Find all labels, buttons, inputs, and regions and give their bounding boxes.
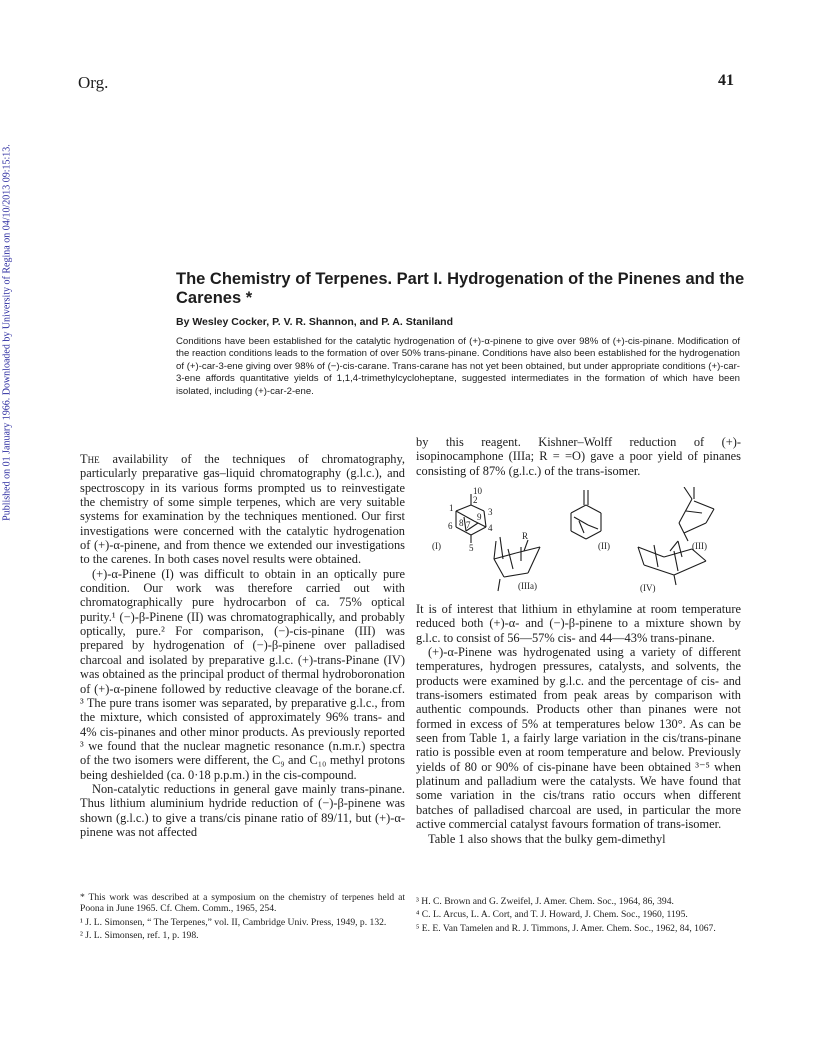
atom-label: 3 bbox=[488, 507, 493, 517]
atom-label: 2 bbox=[473, 495, 478, 505]
footnote: ² J. L. Simonsen, ref. 1, p. 198. bbox=[80, 929, 199, 941]
footnote: ⁴ C. L. Arcus, L. A. Cort, and T. J. Howard, J. Chem. Soc., 1960, 1195. bbox=[416, 909, 688, 921]
atom-label: 1 bbox=[449, 503, 454, 513]
article-abstract: Conditions have been established for the catalytic hydrogenation of (+)-α-pinene to give over 98% of (+)-cis-pinane. Modification of the reaction conditions leads to the formation of over 50% trans-pinane. Conditions have also been established for the hydrogenation of (+)-car-3-ene giving over 98% of (−)-cis-carane. Trans-carane has not yet been obtained, but under appropriate conditions (+)-car-3-ene affords quantitative yields of 1,1,4-trimethylcycloheptane, suggested intermediates in the formation of which have been isolated, including (+)-car-2-ene. bbox=[176, 336, 740, 397]
intro-paragraph bbox=[80, 452, 405, 567]
atom-label: 5 bbox=[469, 543, 474, 553]
article-title: The Chemistry of Terpenes. Part I. Hydrogenation of the Pinenes and the Carenes * bbox=[176, 270, 745, 307]
page-number: 41 bbox=[718, 72, 734, 89]
figure-label-iv: (IV) bbox=[640, 583, 656, 593]
atom-label: 10 bbox=[473, 487, 482, 496]
figure-label-ii: (II) bbox=[598, 541, 610, 551]
intro-paragraph-text: availability of the techniques of chromatography, particularly preparative gas–liquid chromatography (g.l.c.), and spectroscopy in its various forms prompted us to reinvestigate the chemistry of some simple terpenes, which are very suitable systems for examination by the techniques mentioned. Our first investigations were concerned with the catalytic hydrogenation of (+)-α-pinene, and from thence we extended our investigations to the carenes. In both cases novel results were obtained. bbox=[80, 452, 405, 567]
footnotes-left bbox=[80, 892, 405, 943]
figure-label-iii: (III) bbox=[692, 541, 707, 551]
body-paragraph: (+)-α-Pinene (I) was difficult to obtain in an optically pure condition. Our work was therefore carried out with chromatographically pure hydrocarbon of ca. 75% optical purity.¹ (−)-β-Pinene (II) was chromatographically, and probably optically, pure.² For comparison, (−)-cis-pinane (III) was prepared by hydrogenation of (−)-β-pinene over palladised charcoal and isolated by preparative g.l.c. (+)-trans-Pinane (IV) was obtained as the principal product of thermal hydroboronation of (+)-α-pinene followed by reductive cleavage of the borane.cf. ³ The pure trans isomer was separated, by preparative g.l.c., from the mixture, which consisted of approximately 96% trans- and 4% cis-pinanes and other minor products. As previously reported ³ we found that the nuclear magnetic resonance (n.m.r.) spectra of the two isomers were different, the C₉ and C₁₀ methyl protons being deshielded (ca. 0·18 p.p.m.) in the cis-compound. bbox=[80, 566, 405, 782]
publication-notice-sidebar[interactable] bbox=[0, 24, 17, 660]
atom-label: 9 bbox=[477, 512, 482, 522]
structure-iii-drawing bbox=[679, 487, 714, 541]
atom-label: 8 bbox=[459, 518, 464, 528]
atom-label: 4 bbox=[488, 523, 493, 533]
footnotes-right bbox=[416, 896, 741, 936]
structure-ii-drawing bbox=[571, 490, 601, 539]
footnote: ⁵ E. E. Van Tamelen and R. J. Timmons, J. Amer. Chem. Soc., 1962, 84, 1067. bbox=[416, 922, 716, 934]
structure-figure bbox=[416, 487, 741, 599]
publication-notice-text[interactable]: Published on 01 January 1966. Downloaded by University of Regina on 04/10/2013 09:15:13. bbox=[1, 144, 13, 521]
article-authors: By Wesley Cocker, P. V. R. Shannon, and P. A. Staniland bbox=[176, 316, 453, 328]
intro-lead-word: The bbox=[80, 452, 100, 466]
body-column-right-top bbox=[416, 435, 741, 478]
figure-label-i: (I) bbox=[432, 541, 441, 551]
body-column-left bbox=[80, 452, 405, 839]
body-paragraph: Table 1 also shows that the bulky gem-dimethyl bbox=[428, 831, 666, 846]
figure-label-iiia: (IIIa) bbox=[518, 581, 537, 591]
atom-label: 6 bbox=[448, 521, 453, 531]
body-paragraph: by this reagent. Kishner–Wolff reduction of (+)-isopinocamphone (IIIa; R = =O) gave a poor yield of pinanes consisting of 87% (g.l.c.) of the trans-isomer. bbox=[416, 435, 741, 478]
journal-section-header: Org. bbox=[78, 73, 109, 92]
footnote: ¹ J. L. Simonsen, “ The Terpenes,” vol. II, Cambridge Univ. Press, 1949, p. 132. bbox=[80, 916, 387, 928]
body-paragraph: Non-catalytic reductions in general gave mainly trans-pinane. Thus lithium aluminium hydride reduction of (−)-β-pinene was shown (g.l.c.) to give a trans/cis pinane ratio of 89/11, but (+)-α-pinene was not affected bbox=[80, 781, 405, 839]
substituent-label-r: R bbox=[522, 531, 529, 541]
body-paragraph: It is of interest that lithium in ethylamine at room temperature reduced both (+)-α- and (−)-β-pinene to a mixture shown by g.l.c. to consist of 56—57% cis- and 44—43% trans-pinane. bbox=[416, 602, 741, 645]
body-paragraph: (+)-α-Pinene was hydrogenated using a variety of different temperatures, hydrogen pressures, catalysts, and solvents, the products were examined by g.l.c. and the percentage of cis- and trans-isomers estimated from peak areas by comparison with authentic compounds. Products other than pinanes were not formed in excess of 5% at temperatures below 130°. As can be seen from Table 1, a fairly large variation in the cis/trans-pinane ratio is possible even at room temperature and below. Previously yields of 80 or 90% of cis-pinane have been obtained ³⁻⁵ when platinum and palladium were the catalysts. We have found that some variation in the cis/trans ratio occurs when different batches of palladised charcoal are used, in particular the more active commercial catalyst favours formation of trans-isomer. bbox=[416, 645, 741, 832]
atom-label: 7 bbox=[466, 520, 471, 530]
footnote: * This work was described at a symposium on the chemistry of terpenes held at Poona in June 1965. Cf. Chem. Comm., 1965, 254. bbox=[80, 892, 405, 915]
pinane-structures-diagram bbox=[416, 487, 741, 599]
footnote: ³ H. C. Brown and G. Zweifel, J. Amer. Chem. Soc., 1964, 86, 394. bbox=[416, 896, 674, 907]
body-column-right-bottom bbox=[416, 602, 741, 846]
